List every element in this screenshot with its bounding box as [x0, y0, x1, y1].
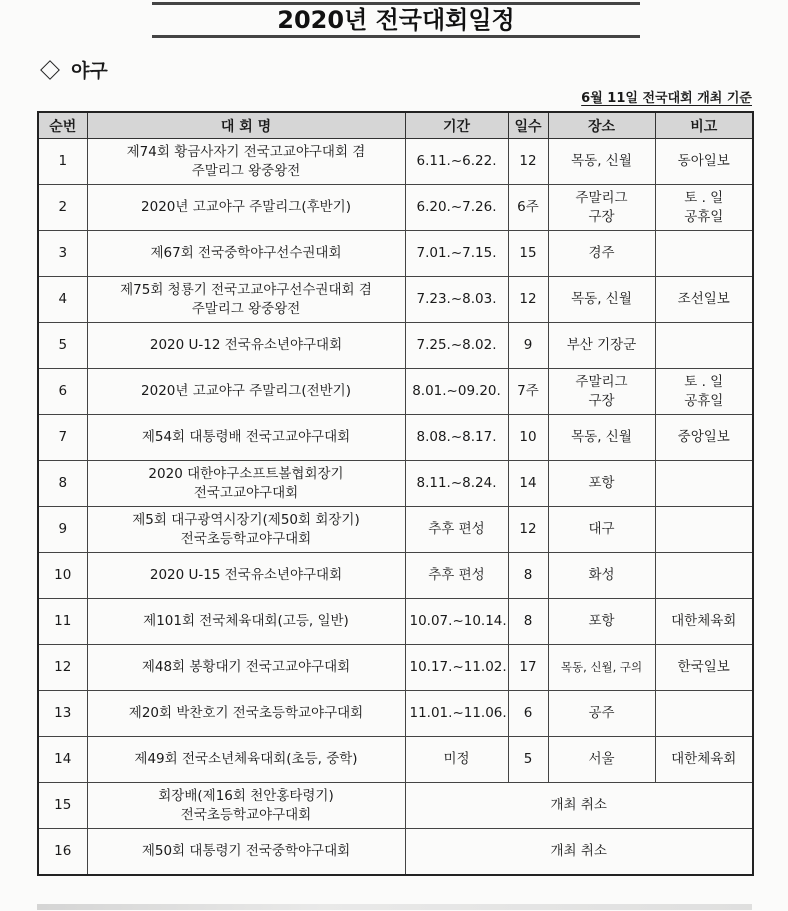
- cell-place: 부산 기장군: [548, 323, 655, 369]
- cell-note: [655, 461, 753, 507]
- cell-days: 8: [508, 553, 548, 599]
- cell-place: 포항: [548, 461, 655, 507]
- cell-name: 제67회 전국중학야구선수권대회: [87, 231, 405, 277]
- cell-no: 6: [38, 369, 87, 415]
- table-row: [38, 369, 753, 415]
- cell-period: 6.11.~6.22.: [405, 139, 508, 185]
- cell-no: 2: [38, 185, 87, 231]
- footer-cutoff-line: [37, 904, 752, 910]
- cell-note: [655, 323, 753, 369]
- cell-place: 경주: [548, 231, 655, 277]
- cell-days: 6: [508, 691, 548, 737]
- cell-name: 제48회 봉황대기 전국고교야구대회: [87, 645, 405, 691]
- table-row: [38, 185, 753, 231]
- cell-note: 조선일보: [655, 277, 753, 323]
- table-header-row: [38, 112, 753, 139]
- header-name: 대 회 명: [87, 112, 405, 139]
- cell-place: 목동, 신월: [548, 415, 655, 461]
- cell-days: 6주: [508, 185, 548, 231]
- cell-note: 동아일보: [655, 139, 753, 185]
- header-note: 비고: [655, 112, 753, 139]
- cell-no: 1: [38, 139, 87, 185]
- cell-period: 8.08.~8.17.: [405, 415, 508, 461]
- table-row: [38, 277, 753, 323]
- page-title: 2020년 전국대회일정: [277, 6, 515, 34]
- title-banner: [152, 0, 640, 44]
- cell-period: 7.25.~8.02.: [405, 323, 508, 369]
- cell-name: 제50회 대통령기 전국중학야구대회: [87, 829, 405, 876]
- table-row: [38, 599, 753, 645]
- cell-days: 5: [508, 737, 548, 783]
- diamond-icon: [40, 60, 60, 80]
- cell-name: 제74회 황금사자기 전국고교야구대회 겸 주말리그 왕중왕전: [87, 139, 405, 185]
- cell-name: 2020 U-12 전국유소년야구대회: [87, 323, 405, 369]
- cell-name: 2020년 고교야구 주말리그(전반기): [87, 369, 405, 415]
- cell-note: [655, 231, 753, 277]
- table-row: [38, 415, 753, 461]
- cell-note: 대한체육회: [655, 737, 753, 783]
- cell-place: 서울: [548, 737, 655, 783]
- cell-note: 대한체육회: [655, 599, 753, 645]
- cell-days: 12: [508, 139, 548, 185]
- title-rule-bottom: [152, 35, 640, 38]
- cell-no: 8: [38, 461, 87, 507]
- cell-status: 개최 취소: [405, 829, 753, 876]
- cell-period: 11.01.~11.06.: [405, 691, 508, 737]
- basis-note: 6월 11일 전국대회 개최 기준: [581, 91, 752, 106]
- cell-days: 8: [508, 599, 548, 645]
- table-row: [38, 231, 753, 277]
- table-row: [38, 461, 753, 507]
- cell-period: 7.01.~7.15.: [405, 231, 508, 277]
- cell-period: 8.11.~8.24.: [405, 461, 508, 507]
- cell-period: 10.07.~10.14.: [405, 599, 508, 645]
- cell-place: 포항: [548, 599, 655, 645]
- cell-place: 목동, 신월, 구의: [548, 645, 655, 691]
- cell-days: 15: [508, 231, 548, 277]
- cell-no: 16: [38, 829, 87, 876]
- cell-no: 15: [38, 783, 87, 829]
- cell-name: 회장배(제16회 천안홍타령기) 전국초등학교야구대회: [87, 783, 405, 829]
- cell-name: 2020년 고교야구 주말리그(후반기): [87, 185, 405, 231]
- cell-name: 제20회 박찬호기 전국초등학교야구대회: [87, 691, 405, 737]
- cell-name: 2020 U-15 전국유소년야구대회: [87, 553, 405, 599]
- cell-name: 2020 대한야구소프트볼협회장기 전국고교야구대회: [87, 461, 405, 507]
- cell-no: 11: [38, 599, 87, 645]
- cell-period: 추후 편성: [405, 507, 508, 553]
- cell-no: 10: [38, 553, 87, 599]
- cell-no: 9: [38, 507, 87, 553]
- cell-note: 토 . 일 공휴일: [655, 369, 753, 415]
- section-label: 야구: [71, 60, 108, 82]
- cell-name: 제54회 대통령배 전국고교야구대회: [87, 415, 405, 461]
- cell-days: 10: [508, 415, 548, 461]
- cell-place: 주말리그 구장: [548, 185, 655, 231]
- cell-note: [655, 507, 753, 553]
- cell-place: 주말리그 구장: [548, 369, 655, 415]
- cell-note: [655, 691, 753, 737]
- cell-period: 8.01.~09.20.: [405, 369, 508, 415]
- table-row: [38, 323, 753, 369]
- cell-status: 개최 취소: [405, 783, 753, 829]
- cell-name: 제101회 전국체육대회(고등, 일반): [87, 599, 405, 645]
- cell-days: 9: [508, 323, 548, 369]
- cell-place: 공주: [548, 691, 655, 737]
- cell-place: 화성: [548, 553, 655, 599]
- cell-days: 7주: [508, 369, 548, 415]
- cell-period: 추후 편성: [405, 553, 508, 599]
- table-row: [38, 139, 753, 185]
- table-row: [38, 691, 753, 737]
- header-no: 순번: [38, 112, 87, 139]
- table-row-cancelled: [38, 783, 753, 829]
- cell-no: 13: [38, 691, 87, 737]
- cell-period: 7.23.~8.03.: [405, 277, 508, 323]
- cell-note: 중앙일보: [655, 415, 753, 461]
- table-row-cancelled: [38, 829, 753, 876]
- table-row: [38, 507, 753, 553]
- cell-period: 미정: [405, 737, 508, 783]
- table-row: [38, 553, 753, 599]
- section-heading: [40, 56, 108, 83]
- cell-name: 제5회 대구광역시장기(제50회 회장기) 전국초등학교야구대회: [87, 507, 405, 553]
- header-period: 기간: [405, 112, 508, 139]
- table-row: [38, 737, 753, 783]
- title-rule-top: [152, 2, 640, 5]
- cell-days: 12: [508, 507, 548, 553]
- cell-name: 제49회 전국소년체육대회(초등, 중학): [87, 737, 405, 783]
- cell-days: 17: [508, 645, 548, 691]
- cell-no: 14: [38, 737, 87, 783]
- cell-no: 7: [38, 415, 87, 461]
- cell-no: 12: [38, 645, 87, 691]
- cell-name: 제75회 청룡기 전국고교야구선수권대회 겸 주말리그 왕중왕전: [87, 277, 405, 323]
- cell-place: 목동, 신월: [548, 139, 655, 185]
- cell-period: 10.17.~11.02.: [405, 645, 508, 691]
- cell-note: 토 . 일 공휴일: [655, 185, 753, 231]
- cell-period: 6.20.~7.26.: [405, 185, 508, 231]
- cell-days: 12: [508, 277, 548, 323]
- cell-place: 목동, 신월: [548, 277, 655, 323]
- cell-no: 4: [38, 277, 87, 323]
- cell-no: 5: [38, 323, 87, 369]
- header-days: 일수: [508, 112, 548, 139]
- cell-note: 한국일보: [655, 645, 753, 691]
- table-row: [38, 645, 753, 691]
- cell-note: [655, 553, 753, 599]
- cell-no: 3: [38, 231, 87, 277]
- cell-days: 14: [508, 461, 548, 507]
- header-place: 장소: [548, 112, 655, 139]
- cell-place: 대구: [548, 507, 655, 553]
- schedule-table: [37, 111, 754, 876]
